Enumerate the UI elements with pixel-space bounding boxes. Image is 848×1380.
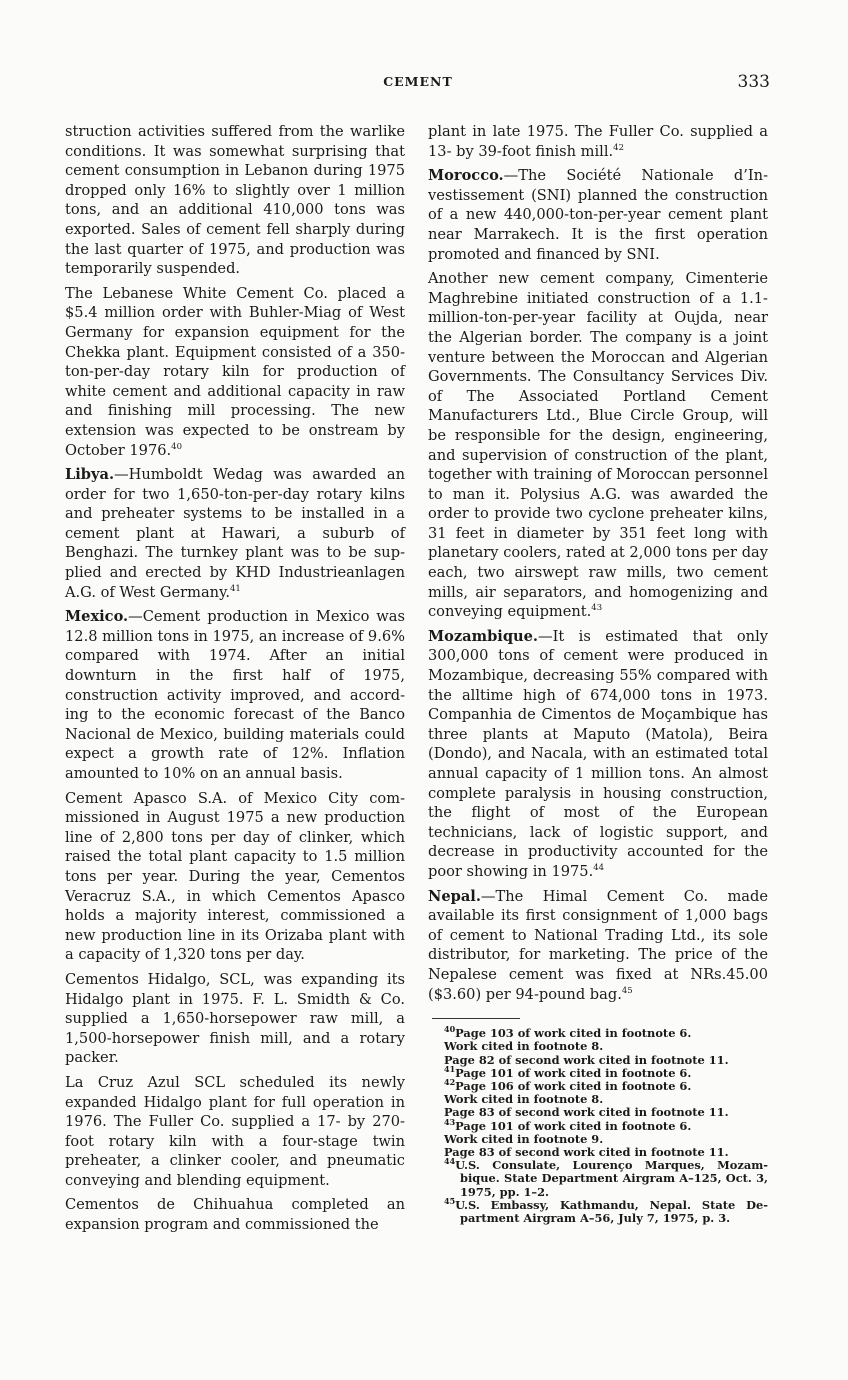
running-head: CEMENT <box>383 74 453 89</box>
footnote: Page 83 of second work cited in footnote 11. <box>444 1105 729 1120</box>
footnote: $^{44}$U.S. Consulate, Lourenço Marques, Mozambique. State Department Airgram A–125, Oct. 3, 1975, pp. 1–2. <box>444 1156 768 1199</box>
footnote-ref: 42 <box>613 142 624 153</box>
paragraph-nepal: Nepal.—The Himal Cement Co. made available its first consignment of 1,000 bags of cement to National Trading Ltd., its sole distributor, for marketing. The price of the Nepalese cement was fixed at NRs.45.00 ($3.60) per 94-pound bag.$^{45}$ <box>428 887 768 1003</box>
footnote-divider <box>432 1018 520 1019</box>
page-header <box>66 72 770 94</box>
paragraph: The Lebanese White Cement Co. placed a $5.4 million order with Buhler-Miag of West Germany for expansion equipment for the Chekka plant. Equipment consisted of a 350-ton-per-day rotary kiln for production of white cement and additional capacity in raw and finishing mill processing. The new extension was expected to be onstream by October 1976.40 <box>65 284 405 459</box>
footnote: Work cited in footnote 9. <box>444 1131 604 1146</box>
page-number: 333 <box>737 72 770 92</box>
section-lead: Libya. <box>65 466 115 484</box>
paragraph: plant in late 1975. The Fuller Co. supplied a 13- by 39-foot finish mill.$^{42}$ <box>428 123 768 160</box>
footnote: Work cited in footnote 8. <box>444 1092 604 1107</box>
footnote: $^{40}$Page 103 of work cited in footnote 6. <box>444 1024 692 1041</box>
right-column <box>428 122 768 1225</box>
paragraph: struction activities suffered from the warlike conditions. It was somewhat surprising that cement consumption in Lebanon during 1975 dropped only 16% to slightly over 1 million tons, and an additional 410,000 tons was exported. Sales of cement fell sharply during the last quarter of 1975, and production was temporarily suspended. <box>65 123 405 278</box>
footnote-ref: 41 <box>230 583 241 594</box>
footnote: $^{43}$Page 101 of work cited in footnote 6. <box>444 1116 692 1133</box>
section-lead: Nepal. <box>428 887 481 905</box>
footnotes <box>428 1024 768 1225</box>
paragraph-libya: Libya.—Humboldt Wedag was awarded an order for two 1,650-ton-per-day rotary kilns and preheater systems to be installed in a cement plant at Hawari, a suburb of Benghazi. The turnkey plant was to be supplied and erected by KHD Industrieanlagen A.G. of West Germany.$^{41}$ <box>65 466 405 601</box>
footnote: $^{42}$Page 106 of work cited in footnote 6. <box>444 1077 692 1093</box>
section-lead: Mozambique. <box>428 627 539 645</box>
paragraph: Cement Apasco S.A. of Mexico City commissioned in August 1975 a new production line of 2,800 tons per day of clinker, which raised the total plant capacity to 1.5 million tons per year. During the year, Cementos Veracruz S.A., in which Cementos Apasco holds a majority interest, commissioned a new production line in its Orizaba plant with a capacity of 1,320 tons per day. <box>65 789 405 964</box>
paragraph: La Cruz Azul SCL scheduled its newly expanded Hidalgo plant for full operation in 1976. The Fuller Co. supplied a 17- by 270-foot rotary kiln with a four-stage twin preheater, a clinker cooler, and pneumatic conveying and blending equipment. <box>65 1073 405 1189</box>
footnote-ref: 45 <box>621 985 633 996</box>
footnote: $^{45}$U.S. Embassy, Kathmandu, Nepal. State Department Airgram A–56, July 7, 1975, p. 3. <box>444 1195 768 1225</box>
footnote: $^{41}$Page 101 of work cited in footnote 6. <box>444 1063 692 1080</box>
left-column <box>65 122 405 1240</box>
section-lead: Mexico. <box>65 608 129 626</box>
paragraph: Another new cement company, Cimenterie Maghrebine initiated construction of a 1.1-million-ton-per-year facility at Oujda, near the Algerian border. The company is a joint venture between the Moroccan and Algerian Governments. The Consultancy Services Div. of The Associated Portland Cement Manufacturers Ltd., Blue Circle Group, will be responsible for the design, engineering, and supervision of construction of the plant, together with training of Moroccan personnel to man it. Polysius A.G. was awarded the order to provide two cyclone preheater kilns, 31 feet in diameter by 351 feet long with planetary coolers, rated at 2,000 tons per day each, two airswept raw mills, two cement mills, air separators, and homogenizing and conveying equipment.$^{43}$ <box>428 270 768 621</box>
paragraph-mozambique: Mozambique.—It is estimated that only 300,000 tons of cement were produced in Mozambique, decreasing 55% compared with the alltime high of 674,000 tons in 1973. Companhia de Cimentos de Moçambique has three plants at Maputo (Matola), Beira (Dondo), and Nacala, with an estimated total annual capacity of 1 million tons. An almost complete paralysis in housing construction, the flight of most of the European technicians, lack of logistic support, and decrease in productivity accounted for the poor showing in 1975.44 <box>428 627 768 880</box>
footnote: Work cited in footnote 8. <box>444 1039 604 1054</box>
paragraph-mexico: Mexico.—Cement production in Mexico was 12.8 million tons in 1975, an increase of 9.6% compared with 1974. After an initial downturn in the first half of 1975, construction activity improved, and according to the economic forecast of the Banco Nacional de Mexico, building materials could expect a growth rate of 12%. Inflation amounted to 10% on an annual basis. <box>65 608 405 782</box>
footnote-ref: 44 <box>593 863 605 874</box>
footnote-ref: 40 <box>171 441 182 452</box>
section-lead: Morocco. <box>428 167 504 185</box>
footnote-ref: 43 <box>591 603 603 614</box>
paragraph: Cementos Hidalgo, SCL, was expanding its Hidalgo plant in 1975. F. L. Smidth & Co. supplied a 1,650-horsepower raw mill, a 1,500-horsepower finish mill, and a rotary packer. <box>65 970 405 1067</box>
paragraph-morocco: Morocco.—The Société Nationale d’Investissement (SNI) planned the construction of a new 440,000-ton-per-year cement plant near Marrakech. It is the first operation promoted and financed by SNI. <box>428 167 768 263</box>
footnote: Page 82 of second work cited in footnote 11. <box>444 1052 729 1067</box>
footnote: Page 83 of second work cited in footnote 11. <box>444 1144 729 1159</box>
paragraph: Cementos de Chihuahua completed an expansion program and commissioned the <box>65 1196 405 1234</box>
